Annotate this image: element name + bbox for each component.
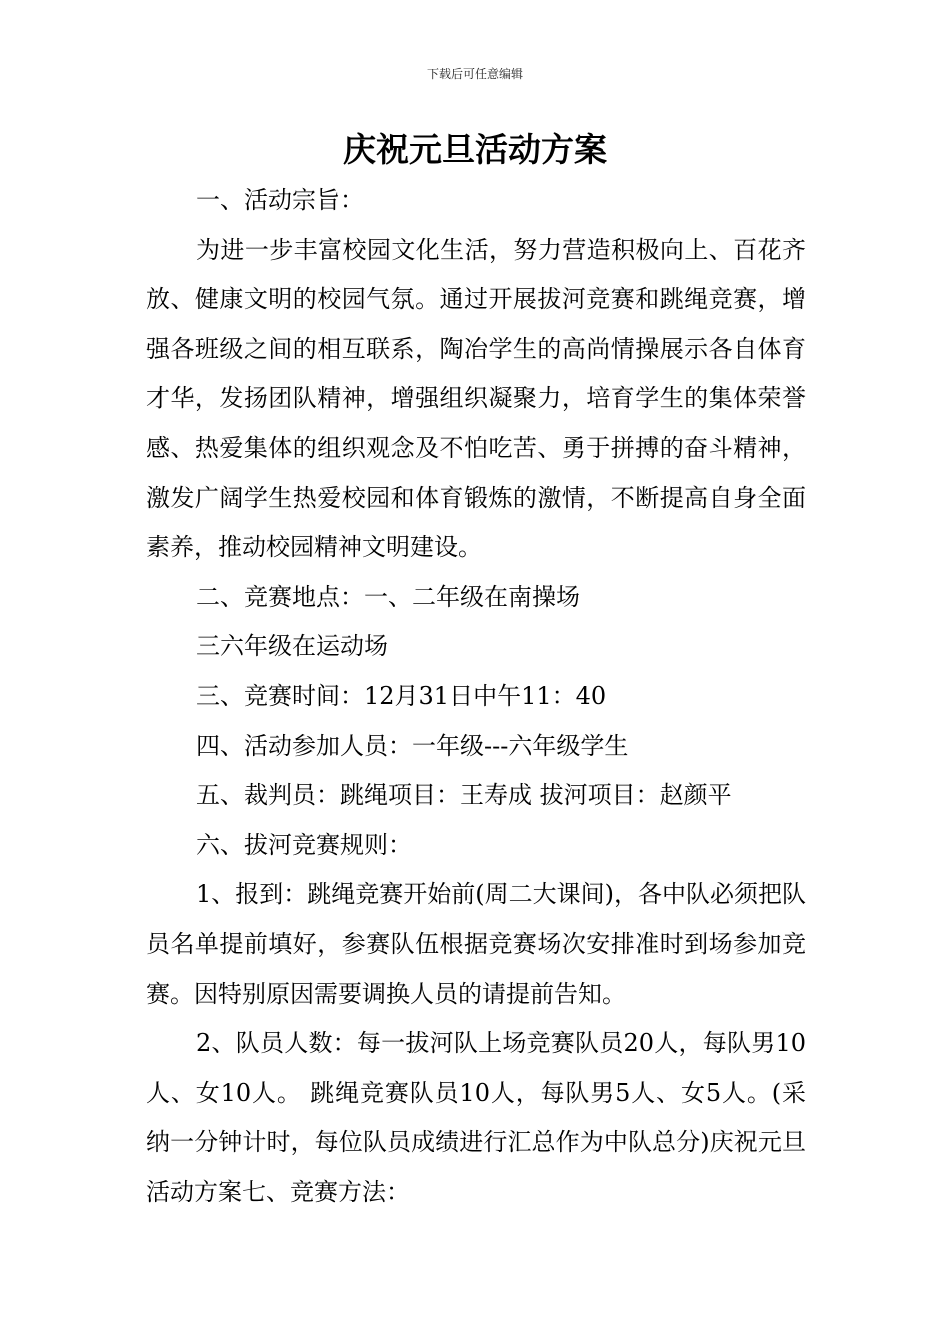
paragraph-location-cont: 三六年级在运动场 bbox=[196, 632, 388, 661]
paragraph-participants: 四、活动参加人员：一年级---六年级学生 bbox=[196, 731, 629, 760]
paragraph-time: 三、竞赛时间：12月31日中午11：40 bbox=[196, 681, 607, 710]
paragraph-referees: 五、裁判员：跳绳项目：王寿成 拔河项目：赵颜平 bbox=[196, 781, 732, 810]
paragraph-rule-registration: 1、报到：跳绳竞赛开始前(周二大课间)，各中队必须把队员名单提前填好，参赛队伍根据竞赛场次安排准时到场参加竞赛。因特别原因需要调换人员的请提前告知。 bbox=[146, 880, 806, 1008]
document-title: 庆祝元旦活动方案 bbox=[343, 130, 607, 169]
document-body bbox=[146, 176, 806, 1217]
paragraph-purpose: 为进一步丰富校园文化生活，努力营造积极向上、百花齐放、健康文明的校园气氛。通过开展拔河竞赛和跳绳竞赛，增强各班级之间的相互联系，陶冶学生的高尚情操展示各自体育才华，发扬团队精神，增强组织凝聚力，培育学生的集体荣誉感、热爱集体的组织观念及不怕吃苦、勇于拼搏的奋斗精神，激发广阔学生热爱校园和体育锻炼的激情，不断提高自身全面素养，推动校园精神文明建设。 bbox=[146, 235, 806, 562]
section-heading-rules: 六、拔河竞赛规则： bbox=[196, 830, 412, 859]
paragraph-rule-team-size: 2、队员人数：每一拔河队上场竞赛队员20人，每队男10人、女10人。 跳绳竞赛队员10人，每队男5人、女5人。(采纳一分钟计时，每位队员成绩进行汇总作为中队总分)庆祝元旦活动方案七、竞赛方法： bbox=[146, 1029, 806, 1206]
paragraph-location: 二、竞赛地点：一、二年级在南操场 bbox=[196, 582, 580, 611]
section-heading-purpose: 一、活动宗旨： bbox=[196, 186, 364, 214]
header-note: 下载后可任意编辑 bbox=[426, 67, 523, 81]
